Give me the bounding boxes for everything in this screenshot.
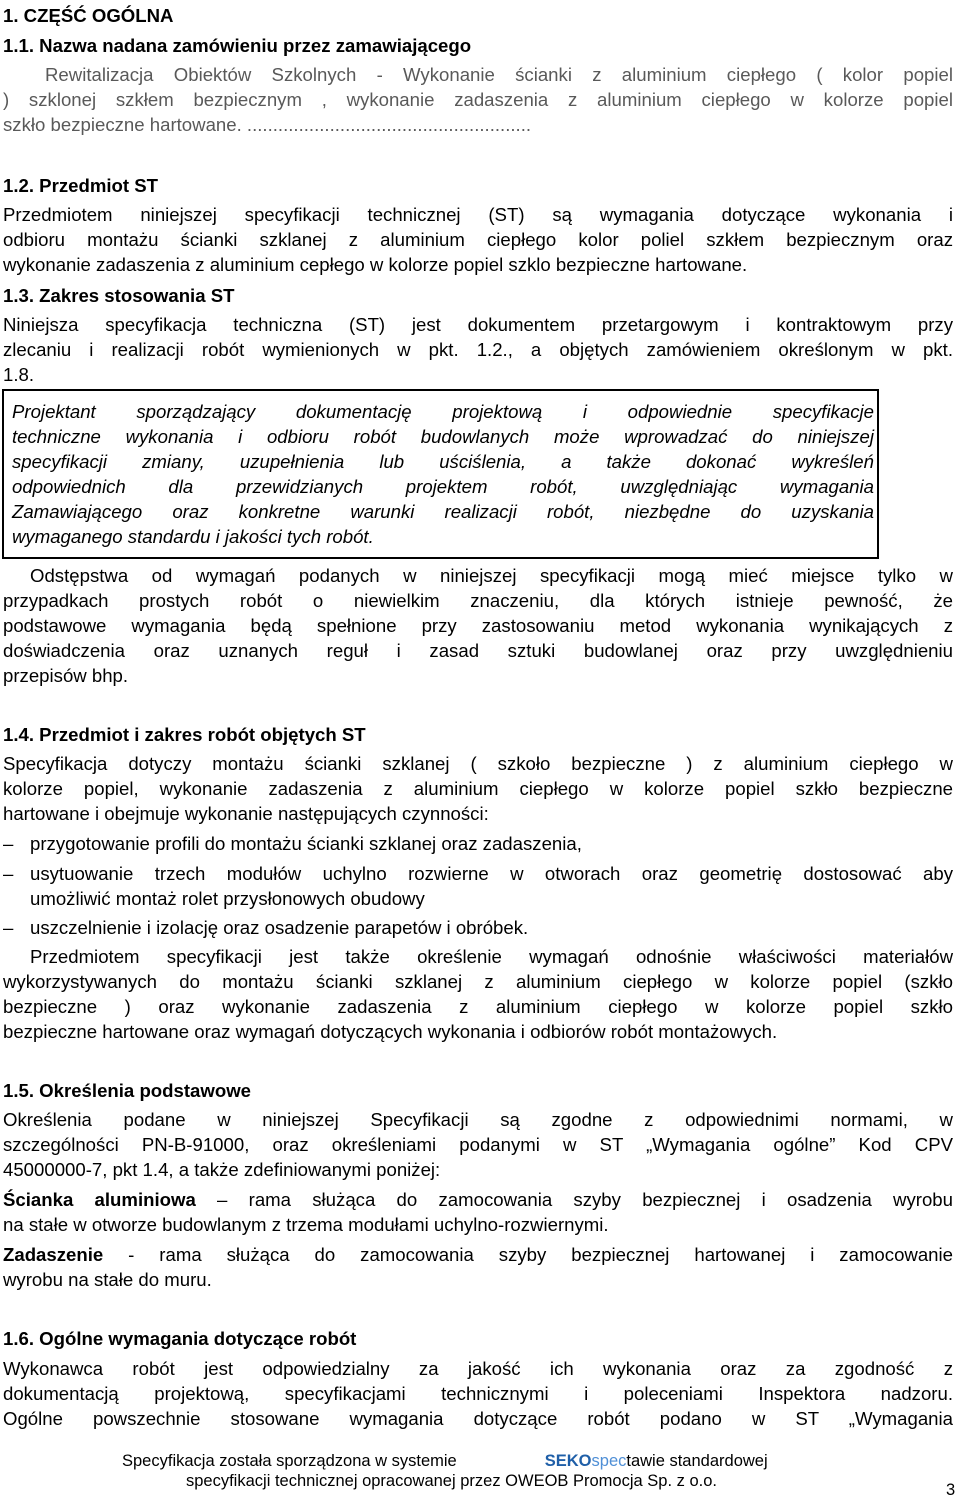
s14b-line-3: bezpieczne ) oraz wykonanie zadaszenia z aluminium ciepłego w kolorze popiel szkło [3,996,953,1017]
brand-spec: spec [591,1452,627,1470]
note-line-4: odpowiednich dla przewidzianych projektem robót, uwzględniając wymagania [12,476,874,497]
section-1-6-title: 1.6. Ogólne wymagania dotyczące robót [3,1328,357,1349]
odst-line-5: przepisów bhp. [3,665,129,686]
bullet-dash: – [3,833,14,854]
s15-line-1: Określenia podane w niniejszej Specyfikacji są zgodne z odpowiednimi normami, w [3,1109,953,1130]
s16-line-3: Ogólne powszechnie stosowane wymagania dotyczące robót podano w ST „Wymagania [3,1408,953,1429]
odst-line-2: przypadkach prostych robót o niewielkim znaczeniu, dla których istnieje pewność, że [3,590,953,611]
footer-text-b: tawie standardowej [626,1452,768,1470]
odst-line-4: doświadczenia oraz uznanych reguł i zasad sztuki budowlanej oraz przy uwzględnieniu [3,640,953,661]
section-1-title: 1. CZĘŚĆ OGÓLNA [3,5,174,26]
section-1-4-title: 1.4. Przedmiot i zakres robót objętych ST [3,724,366,745]
s11-line-2: ) szklonej szkłem bezpiecznym , wykonanie zadaszenia z aluminium ciepłego w kolorze popiel [3,89,953,110]
s12-line-3: wykonanie zadaszenia z aluminium cepłego w kolorze popiel szklo bezpieczne hartowane. [3,254,748,275]
s11-line-3: szkło bezpieczne hartowane. ....................................................... [3,114,532,135]
definition-1-term: Ścianka aluminiowa [3,1189,196,1210]
page-number: 3 [946,1481,956,1499]
bullet-2-cont: umożliwić montaż rolet przysłonowych obudowy [30,888,425,909]
definition-1-text: – rama służąca do zamocowania szyby bezpiecznej i osadzenia wyrobu [195,1189,953,1210]
section-1-5-title: 1.5. Określenia podstawowe [3,1080,252,1101]
definition-1 [3,1187,953,1212]
s14-line-1: Specyfikacja dotyczy montażu ścianki szklanej ( szkoło bezpieczne ) z aluminium ciepłego w [3,753,953,774]
bullet-1: przygotowanie profili do montażu ścianki szklanej oraz zadaszenia, [30,833,582,854]
s14-line-2: kolorze popiel, wykonanie zadaszenia z aluminium ciepłego w kolorze popiel szkło bezpieczne [3,778,953,799]
s15-line-2: szczególności PN-B-91000, oraz określeniami podanymi w ST „Wymagania ogólne” Kod CPV [3,1134,953,1155]
odst-line-1: Odstępstwa od wymagań podanych w niniejszej specyfikacji mogą mieć miejsce tylko w [30,565,953,586]
s13-line-1: Niniejsza specyfikacja techniczna (ST) jest dokumentem przetargowym i kontraktowym przy [3,314,953,335]
designer-note-box [2,389,879,559]
bullet-dash: – [3,863,14,884]
footer-line-1 [122,1451,768,1471]
definition-2-cont: wyrobu na stałe do muru. [3,1269,212,1290]
s13-line-3: 1.8. [3,364,35,385]
bullet-3: uszczelnienie i izolację oraz osadzenie parapetów i obróbek. [30,917,529,938]
s14-line-3: hartowane i obejmuje wykonanie następujących czynności: [3,803,489,824]
s14b-line-2: wykorzystywanych do montażu ścianki szklanej z aluminium ciepłego w kolorze popiel (szkło [3,971,953,992]
s14b-line-4: bezpieczne hartowane oraz wymagań dotyczących wykonania i odbiorów robót montażowych. [3,1021,778,1042]
brand-seko: SEKO [544,1452,592,1470]
s15-line-3: 45000000-7, pkt 1.4, a także zdefiniowanymi poniżej: [3,1159,441,1180]
note-line-2: techniczne wykonania i odbioru robót budowlanych może wprowadzać do niniejszej [12,426,874,447]
definition-1-cont: na stałe w otworze budowlanym z trzema modułami uchylno-rozwiernymi. [3,1214,609,1235]
s14b-line-1: Przedmiotem specyfikacji jest także określenie wymagań odnośnie właściwości materiałów [30,946,953,967]
definition-2-term: Zadaszenie [3,1244,104,1265]
bullet-dash: – [3,917,14,938]
s11-line-1: Rewitalizacja Obiektów Szkolnych - Wykonanie ścianki z aluminium ciepłego ( kolor popiel [45,64,953,85]
note-line-1: Projektant sporządzający dokumentację projektową i odpowiednie specyfikacje [12,401,874,422]
s12-line-2: odbioru montażu ścianki szklanej z aluminium ciepłego kolor poliel szkłem bezpiecznym oraz [3,229,953,250]
s13-line-2: zlecaniu i realizacji robót wymienionych w pkt. 1.2., a objętych zamówieniem określonym w pkt. [3,339,953,360]
section-1-3-title: 1.3. Zakres stosowania ST [3,285,235,306]
definition-2-text: - rama służąca do zamocowania szyby bezpiecznej hartowanej i zamocowanie [103,1244,953,1265]
s12-line-1: Przedmiotem niniejszej specyfikacji technicznej (ST) są wymagania dotyczące wykonania i [3,204,953,225]
note-line-5: Zamawiającego oraz konkretne warunki realizacji robót, niezbędne do uzyskania [12,501,874,522]
note-line-6: wymaganego standardu i jakości tych robót. [12,526,374,547]
odst-line-3: podstawowe wymagania będą spełnione przy zastosowaniu metod wykonania wynikających z [3,615,953,636]
footer-line-2: specyfikacji technicznej opracowanej przez OWEOB Promocja Sp. z o.o. [186,1472,717,1490]
section-1-1-title: 1.1. Nazwa nadana zamówieniu przez zamawiającego [3,35,472,56]
note-line-3: specyfikacji zmiany, uzupełnienia lub uściślenia, a także dokonać wykreśleń [12,451,874,472]
s16-line-1: Wykonawca robót jest odpowiedzialny za jakość ich wykonania oraz za zgodność z [3,1358,953,1379]
footer-text-a: Specyfikacja została sporządzona w systemie [122,1452,457,1470]
definition-2 [3,1242,953,1267]
bullet-2: usytuowanie trzech modułów uchylno rozwierne w otworach oraz geometrię dostosować aby [30,863,953,884]
s16-line-2: dokumentacją projektową, specyfikacjami technicznymi i poleceniami Inspektora nadzoru. [3,1383,953,1404]
section-1-2-title: 1.2. Przedmiot ST [3,175,158,196]
